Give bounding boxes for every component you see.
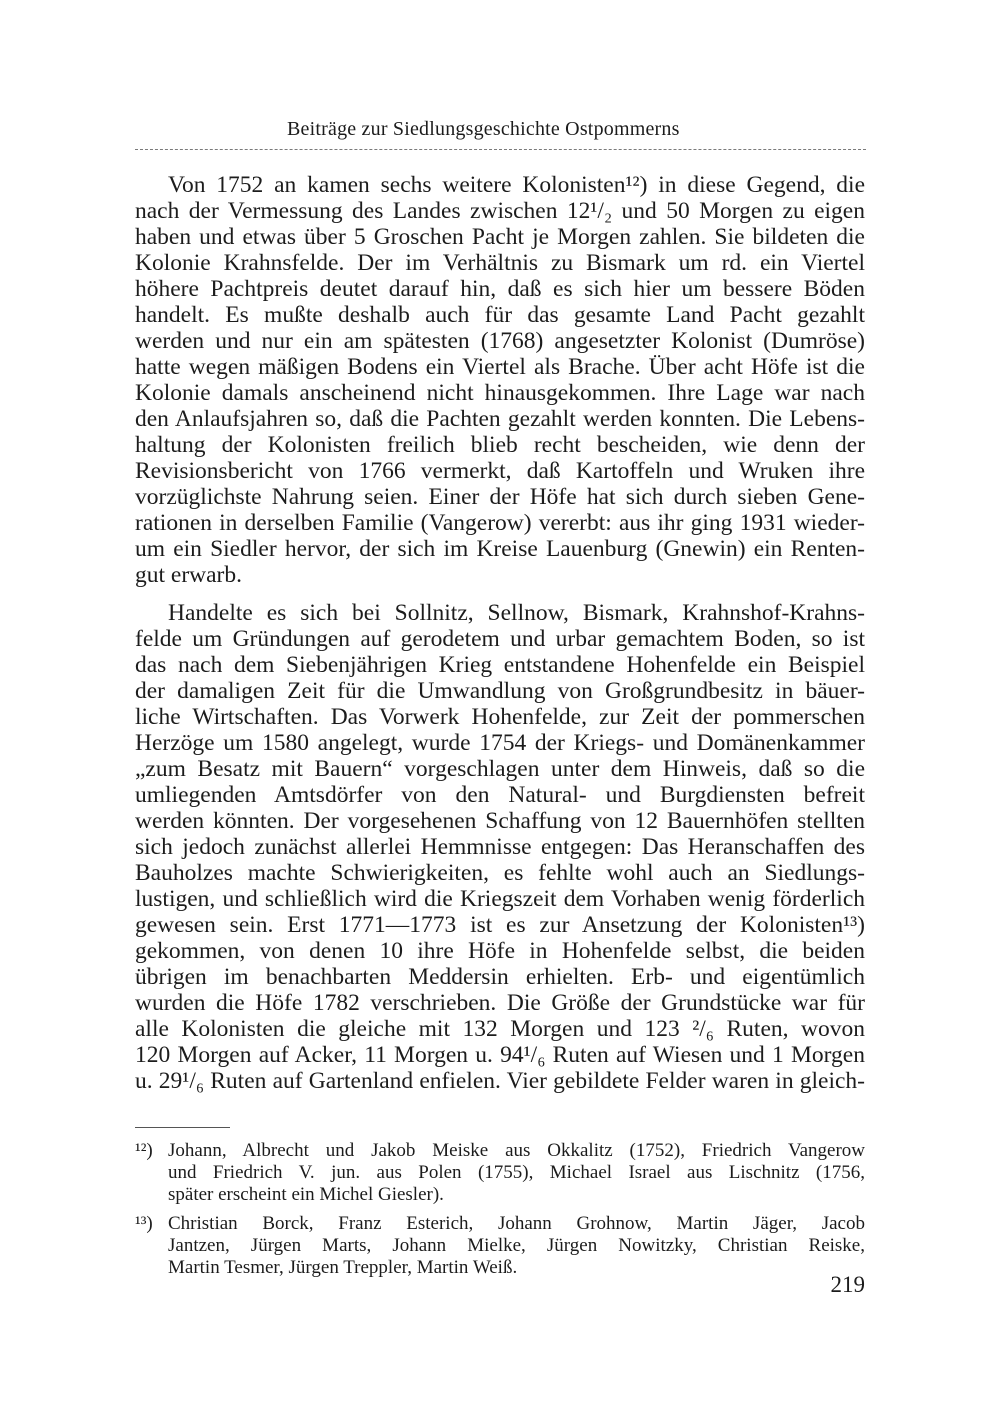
body-line: um ein Siedler hervor, der sich im Kreise Lauenburg (Gnewin) ein Renten- [135, 536, 865, 562]
footnote-line: Christian Borck, Franz Esterich, Johann Grohnow, Martin Jäger, Jacob [168, 1213, 865, 1234]
body-line: handelt. Es mußte deshalb auch für das gesamte Land Pacht gezahlt [135, 302, 865, 328]
footnote-line: Martin Tesmer, Jürgen Treppler, Martin Weiß. [168, 1257, 518, 1278]
body-line: lustigen, und schließlich wird die Kriegszeit dem Vorhaben wenig förderlich [135, 886, 865, 912]
body-line: umliegenden Amtsdörfer von den Natural- und Burgdiensten befreit [135, 782, 865, 808]
body-line: 120 Morgen auf Acker, 11 Morgen u. 94¹/₆ Ruten auf Wiesen und 1 Morgen [135, 1042, 865, 1068]
body-line: Bauholzes machte Schwierigkeiten, es fehlte wohl auch an Siedlungs- [135, 860, 865, 886]
body-line: gewesen sein. Erst 1771—1773 ist es zur Ansetzung der Kolonisten¹³) [135, 912, 865, 938]
footnote-marker: ¹³) [135, 1213, 153, 1234]
body-line: hatte wegen mäßigen Bodens ein Viertel als Brache. Über acht Höfe ist die [135, 354, 865, 380]
body-line: das nach dem Siebenjährigen Krieg entstandene Hohenfelde ein Beispiel [135, 652, 865, 678]
body-line: Von 1752 an kamen sechs weitere Kolonisten¹²) in diese Gegend, die [168, 172, 865, 198]
body-line: „zum Besatz mit Bauern“ vorgeschlagen unter dem Hinweis, daß so die [135, 756, 865, 782]
body-line: wurden die Höfe 1782 verschrieben. Die Größe der Grundstücke war für [135, 990, 865, 1016]
body-line: gekommen, von denen 10 ihre Höfe in Hohenfelde selbst, die beiden [135, 938, 865, 964]
body-line: übrigen im benachbarten Meddersin erhielten. Erb- und eigentümlich [135, 964, 865, 990]
body-line: den Anlaufsjahren so, daß die Pachten gezahlt werden konnten. Die Lebens- [135, 406, 865, 432]
body-line: gut erwarb. [135, 562, 243, 588]
footnote-line: und Friedrich V. jun. aus Polen (1755), Michael Israel aus Lischnitz (1756, [168, 1162, 865, 1183]
footnote-line: Jantzen, Jürgen Marts, Johann Mielke, Jürgen Nowitzky, Christian Reiske, [168, 1235, 865, 1256]
body-line: der damaligen Zeit für die Umwandlung von Großgrundbesitz in bäuer- [135, 678, 865, 704]
body-line: alle Kolonisten die gleiche mit 132 Morgen und 123 ²/₆ Ruten, wovon [135, 1016, 865, 1042]
footnote-line: später erscheint ein Michel Giesler). [168, 1184, 444, 1205]
body-line: nach der Vermessung des Landes zwischen 12¹/₂ und 50 Morgen zu eigen [135, 198, 865, 224]
body-line: Kolonie Krahnsfelde. Der im Verhältnis zu Bismark um rd. ein Viertel [135, 250, 865, 276]
body-line: u. 29¹/₆ Ruten auf Gartenland enfielen. Vier gebildete Felder waren in gleich- [135, 1068, 865, 1094]
body-line: haben und etwas über 5 Groschen Pacht je Morgen zahlen. Sie bildeten die [135, 224, 865, 250]
body-line: Handelte es sich bei Sollnitz, Sellnow, Bismark, Krahnshof-Krahns- [168, 600, 865, 626]
body-line: werden und nur ein am spätesten (1768) angesetzter Kolonist (Dumröse) [135, 328, 865, 354]
body-line: werden könnten. Der vorgesehenen Schaffung von 12 Bauernhöfen stellten [135, 808, 865, 834]
body-line: liche Wirtschaften. Das Vorwerk Hohenfelde, zur Zeit der pommerschen [135, 704, 865, 730]
body-line: felde um Gründungen auf gerodetem und urbar gemachtem Boden, so ist [135, 626, 865, 652]
body-line: rationen in derselben Familie (Vangerow) vererbt: aus ihr ging 1931 wieder- [135, 510, 865, 536]
body-line: sich jedoch zunächst allerlei Hemmnisse entgegen: Das Heranschaffen des [135, 834, 865, 860]
body-line: haltung der Kolonisten freilich blieb recht bescheiden, wie denn der [135, 432, 865, 458]
footnote-rule [135, 1127, 230, 1128]
page-number: 219 [830, 1272, 865, 1297]
header-rule [135, 149, 866, 150]
body-line: Herzöge um 1580 angelegt, wurde 1754 der Kriegs- und Domänenkammer [135, 730, 865, 756]
body-line: Revisionsbericht von 1766 vermerkt, daß Kartoffeln und Wruken ihre [135, 458, 865, 484]
body-line: höhere Pachtpreis deutet darauf hin, daß es sich hier um bessere Böden [135, 276, 865, 302]
footnote-marker: ¹²) [135, 1140, 153, 1161]
body-line: vorzüglichste Nahrung seien. Einer der Höfe hat sich durch sieben Gene- [135, 484, 865, 510]
footnote-line: Johann, Albrecht und Jakob Meiske aus Okkalitz (1752), Friedrich Vangerow [168, 1140, 865, 1161]
running-head: Beiträge zur Siedlungsgeschichte Ostpommerns [287, 118, 680, 140]
body-line: Kolonie damals anscheinend nicht hinausgekommen. Ihre Lage war nach [135, 380, 865, 406]
